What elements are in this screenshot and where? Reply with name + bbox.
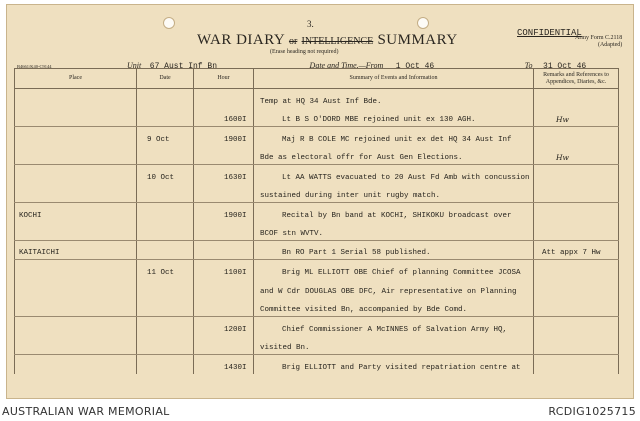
remarks-cell bbox=[534, 317, 619, 336]
table-row bbox=[15, 108, 619, 127]
table-row bbox=[15, 317, 619, 336]
initials-signature: Hw bbox=[534, 108, 619, 127]
summary-cell: Temp at HQ 34 Aust Inf Bde. bbox=[254, 89, 534, 108]
hour-cell bbox=[194, 336, 254, 355]
summary-cell: visited Bn. bbox=[254, 336, 534, 355]
table-row bbox=[15, 127, 619, 146]
page-number: 3. bbox=[307, 19, 314, 29]
date-cell bbox=[137, 355, 194, 374]
hour-cell bbox=[194, 89, 254, 108]
date-cell bbox=[137, 222, 194, 241]
place-cell bbox=[15, 165, 137, 184]
date-cell bbox=[137, 317, 194, 336]
summary-cell: Brig ML ELLIOTT OBE Chief of planning Committee JCOSA bbox=[254, 260, 534, 279]
summary-cell: BCOF stn WVTV. bbox=[254, 222, 534, 241]
hour-cell: 1430I bbox=[194, 355, 254, 374]
hour-cell bbox=[194, 222, 254, 241]
remarks-cell bbox=[534, 279, 619, 298]
date-cell bbox=[137, 184, 194, 203]
hour-cell bbox=[194, 184, 254, 203]
remarks-cell bbox=[534, 127, 619, 146]
unit-value: 67 Aust Inf Bn bbox=[149, 62, 217, 71]
title-intelligence: INTELLIGENCE bbox=[301, 36, 374, 47]
table-row bbox=[15, 146, 619, 165]
table-row bbox=[15, 89, 619, 108]
unit-label: Unit bbox=[127, 61, 142, 70]
table-row bbox=[15, 222, 619, 241]
summary-cell: Maj R B COLE MC rejoined unit ex det HQ 34 Aust Inf bbox=[254, 127, 534, 146]
table-row bbox=[15, 241, 619, 260]
table-row bbox=[15, 184, 619, 203]
summary-cell: Lt AA WATTS evacuated to 20 Aust Fd Amb with concussion bbox=[254, 165, 534, 184]
remarks-cell: Att appx 7 Hw bbox=[534, 241, 619, 260]
hour-cell bbox=[194, 241, 254, 260]
hour-cell bbox=[194, 146, 254, 165]
column-header-summary: Summary of Events and Information bbox=[254, 69, 534, 89]
remarks-cell bbox=[534, 355, 619, 374]
date-cell: 11 Oct bbox=[137, 260, 194, 279]
place-cell bbox=[15, 355, 137, 374]
place-cell: KAITAICHI bbox=[15, 241, 137, 260]
place-cell bbox=[15, 89, 137, 108]
date-cell bbox=[137, 241, 194, 260]
hour-cell: 1200I bbox=[194, 317, 254, 336]
diary-title bbox=[197, 32, 458, 49]
place-cell bbox=[15, 279, 137, 298]
date-cell bbox=[137, 146, 194, 165]
table-row bbox=[15, 298, 619, 317]
date-cell bbox=[137, 89, 194, 108]
summary-cell: Recital by Bn band at KOCHI, SHIKOKU broadcast over bbox=[254, 203, 534, 222]
place-cell bbox=[15, 184, 137, 203]
table-row bbox=[15, 165, 619, 184]
punch-hole bbox=[163, 17, 175, 29]
place-cell: KOCHI bbox=[15, 203, 137, 222]
remarks-cell bbox=[534, 298, 619, 317]
summary-cell: Brig ELLIOTT and Party visited repatriation centre at bbox=[254, 355, 534, 374]
place-cell bbox=[15, 222, 137, 241]
summary-cell: Committee visited Bn, accompanied by Bde Comd. bbox=[254, 298, 534, 317]
date-cell: 9 Oct bbox=[137, 127, 194, 146]
summary-cell: sustained during inter unit rugby match. bbox=[254, 184, 534, 203]
column-header-hour: Hour bbox=[194, 69, 254, 89]
column-header-place: Place bbox=[15, 69, 137, 89]
remarks-cell bbox=[534, 336, 619, 355]
place-cell bbox=[15, 146, 137, 165]
table-row bbox=[15, 355, 619, 374]
form-number-label: Army Form C.2118 bbox=[575, 35, 623, 41]
place-cell bbox=[15, 298, 137, 317]
summary-cell: and W Cdr DOUGLAS OBE DFC, Air representative on Planning bbox=[254, 279, 534, 298]
remarks-cell bbox=[534, 260, 619, 279]
remarks-cell bbox=[534, 165, 619, 184]
title-struck-or: or bbox=[288, 36, 298, 47]
title-summary: SUMMARY bbox=[377, 32, 458, 48]
remarks-cell bbox=[534, 184, 619, 203]
form-number bbox=[575, 35, 622, 49]
hour-cell: 1900I bbox=[194, 127, 254, 146]
date-cell bbox=[137, 108, 194, 127]
summary-cell: Lt B S O'DORD MBE rejoined unit ex 130 AGH. bbox=[254, 108, 534, 127]
table-header-row bbox=[15, 69, 619, 89]
table-row bbox=[15, 203, 619, 222]
date-time-label: Date and Time.—From bbox=[309, 61, 384, 70]
summary-cell: Chief Commissioner A McINNES of Salvation Army HQ, bbox=[254, 317, 534, 336]
hour-cell: 1100I bbox=[194, 260, 254, 279]
place-cell bbox=[15, 108, 137, 127]
to-value: 31 Oct 46 bbox=[543, 62, 587, 71]
date-cell bbox=[137, 298, 194, 317]
date-cell bbox=[137, 279, 194, 298]
institution-credit: AUSTRALIAN WAR MEMORIAL bbox=[2, 405, 170, 418]
hour-cell: 1630I bbox=[194, 165, 254, 184]
diary-table bbox=[14, 68, 619, 374]
remarks-cell bbox=[534, 203, 619, 222]
form-code: B4661/K40-C9144 bbox=[17, 64, 52, 69]
date-cell bbox=[137, 203, 194, 222]
column-header-remarks: Remarks and References to Appendices, Diaries, &c. bbox=[534, 69, 619, 89]
hour-cell bbox=[194, 279, 254, 298]
place-cell bbox=[15, 127, 137, 146]
remarks-cell bbox=[534, 89, 619, 108]
table-row bbox=[15, 336, 619, 355]
remarks-cell bbox=[534, 222, 619, 241]
place-cell bbox=[15, 317, 137, 336]
hour-cell bbox=[194, 298, 254, 317]
to-label: To bbox=[524, 61, 533, 70]
summary-cell: Bde as electoral offr for Aust Gen Elections. bbox=[254, 146, 534, 165]
place-cell bbox=[15, 260, 137, 279]
form-note: (Adapted) bbox=[597, 42, 623, 48]
title-instruction: (Erase heading not required) bbox=[270, 49, 339, 55]
place-cell bbox=[15, 336, 137, 355]
table-row bbox=[15, 260, 619, 279]
table-row bbox=[15, 279, 619, 298]
title-war-diary: WAR DIARY bbox=[197, 32, 285, 48]
hour-cell: 1900I bbox=[194, 203, 254, 222]
from-value: 1 Oct 46 bbox=[395, 62, 435, 71]
column-header-date: Date bbox=[137, 69, 194, 89]
record-reference: RCDIG1025715 bbox=[548, 405, 636, 418]
initials-signature: Hw bbox=[534, 146, 619, 165]
summary-cell: Bn RO Part 1 Serial 58 published. bbox=[254, 241, 534, 260]
date-cell bbox=[137, 336, 194, 355]
hour-cell: 1600I bbox=[194, 108, 254, 127]
punch-hole bbox=[417, 17, 429, 29]
date-cell: 10 Oct bbox=[137, 165, 194, 184]
classification-stamp: CONFIDENTIAL bbox=[517, 28, 582, 38]
